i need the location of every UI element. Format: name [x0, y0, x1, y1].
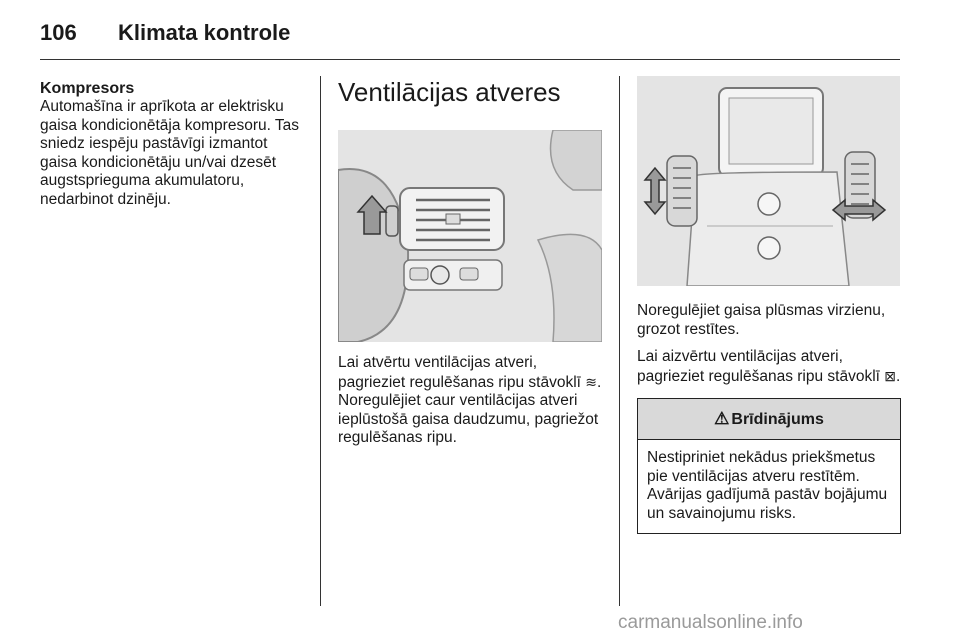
compressor-section	[40, 79, 308, 218]
warning-title: Brīdinājums	[731, 411, 824, 428]
vent-open-symbol-icon: ≋	[585, 373, 598, 390]
warning-triangle-icon: ⚠	[714, 409, 730, 428]
column-divider-left	[320, 76, 321, 606]
warning-text: Nestipriniet nekādus priekšmetus pie ventilācijas atveru restītēm. Avārijas gadījumā pastāv bojājumu un savainojumu risks.	[647, 449, 888, 522]
chapter-title: Klimata kontrole	[118, 20, 291, 45]
compressor-text: Automašīna ir aprīkota ar elektrisku gaisa kondicionētāja kompresoru. Tas sniedz iespēju pastāvīgi izmantot gaisa kondicionētāju un/vai dzesēt augstsprieguma akumulatoru, nedarbinot dzinēju.	[40, 98, 300, 208]
vent-close-text-part-2: .	[896, 367, 901, 385]
vents-section	[338, 76, 604, 457]
warning-header	[638, 399, 900, 440]
side-vent-illustration	[338, 130, 602, 342]
vents-heading: Ventilācijas atveres	[338, 77, 561, 107]
vent-open-text	[338, 354, 604, 448]
header-rule	[40, 59, 900, 60]
direction-text: Noregulējiet gaisa plūsmas virzienu, grozot restītes.	[637, 302, 886, 338]
center-console-illustration	[637, 76, 900, 286]
compressor-heading: Kompresors	[40, 80, 135, 97]
page-number: 106	[40, 20, 77, 45]
vent-close-text	[637, 348, 901, 386]
watermark: carmanualsonline.info	[618, 612, 803, 633]
vent-close-symbol-icon: ⊠	[884, 367, 897, 384]
column-divider-right	[619, 76, 620, 606]
vent-close-text-part-1: Lai aizvērtu ventilācijas atveri, pagrieziet regulēšanas ripu stāvoklī	[637, 348, 880, 385]
vent-open-text-part-1: Lai atvērtu ventilācijas atveri, pagrieziet regulēšanas ripu stāvoklī	[338, 354, 581, 391]
vent-open-text-part-2: . Noregulējiet caur ventilācijas atveri ieplūstošā gaisa daudzumu, pagriežot regulēšanas ripu.	[338, 373, 602, 446]
warning-box	[637, 398, 901, 534]
vent-adjust-section	[637, 76, 901, 534]
